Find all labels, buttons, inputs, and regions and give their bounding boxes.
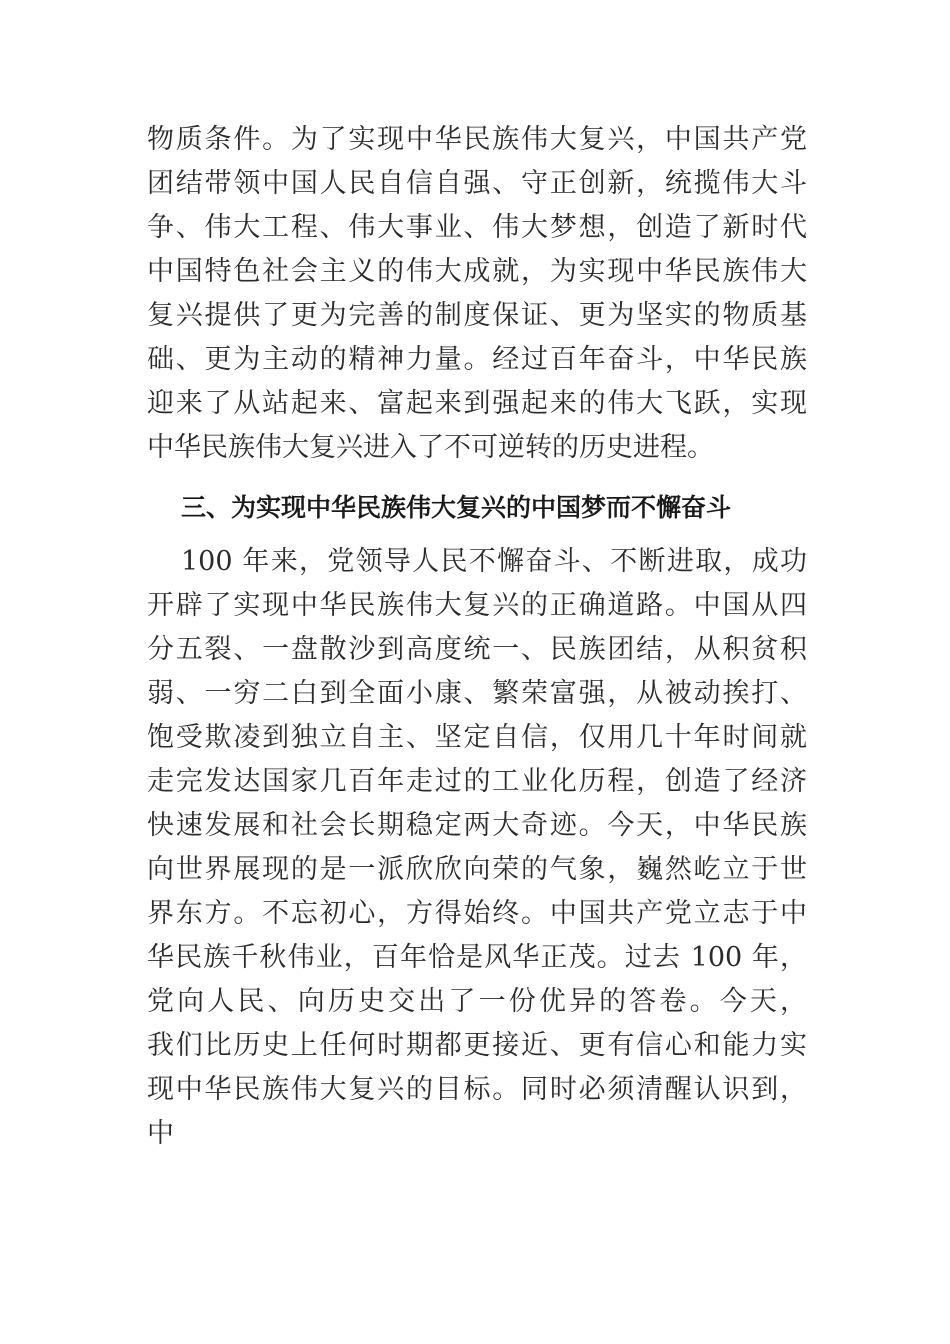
paragraph-1-line-4: 中国特色社会主义的伟大成就，为实现中华民族伟大 [147,256,807,287]
paragraph-1-line-6: 础、更为主动的精神力量。经过百年奋斗，中华民族 [147,344,807,375]
paragraph-1-line-1: 物质条件。为了实现中华民族伟大复兴，中国共产党 [147,124,807,155]
paragraph-2-line-11: 党向人民、向历史交出了一份优异的答卷。今天， [147,986,807,1017]
paragraph-2-line-2: 开辟了实现中华民族伟大复兴的正确道路。中国从四 [147,590,807,621]
paragraph-2-line-6: 走完发达国家几百年走过的工业化历程，创造了经济 [147,766,807,797]
paragraph-2-line-10: 华民族千秋伟业，百年恰是风华正茂。过去 100 年， [147,942,807,973]
paragraph-1-line-7: 迎来了从站起来、富起来到强起来的伟大飞跃，实现 [147,388,807,419]
paragraph-2-line-4: 弱、一穷二白到全面小康、繁荣富强，从被动挨打、 [147,678,807,709]
section-heading: 三、为实现中华民族伟大复兴的中国梦而不懈奋斗 [181,493,732,522]
paragraph-1-line-8: 中华民族伟大复兴进入了不可逆转的历史进程。 [147,432,714,463]
paragraph-2-line-5: 饱受欺凌到独立自主、坚定自信，仅用几十年时间就 [147,722,807,753]
paragraph-2-line-1: 100 年来，党领导人民不懈奋斗、不断进取，成功 [181,546,807,577]
paragraph-2-line-8: 向世界展现的是一派欣欣向荣的气象，巍然屹立于世 [147,854,807,885]
paragraph-1-line-3: 争、伟大工程、伟大事业、伟大梦想，创造了新时代 [147,212,807,243]
paragraph-2-line-3: 分五裂、一盘散沙到高度统一、民族团结，从积贫积 [147,634,807,665]
paragraph-1-line-5: 复兴提供了更为完善的制度保证、更为坚实的物质基 [147,300,807,331]
paragraph-1-line-2: 团结带领中国人民自信自强、守正创新，统揽伟大斗 [147,168,807,199]
paragraph-2-line-7: 快速发展和社会长期稳定两大奇迹。今天，中华民族 [147,810,807,841]
paragraph-2-line-14: 中 [147,1118,174,1149]
paragraph-2-line-13: 现中华民族伟大复兴的目标。同时必须清醒认识到， [147,1074,807,1105]
paragraph-2-line-9: 界东方。不忘初心，方得始终。中国共产党立志于中 [147,898,807,929]
paragraph-2-line-12: 我们比历史上任何时期都更接近、更有信心和能力实 [147,1030,807,1061]
